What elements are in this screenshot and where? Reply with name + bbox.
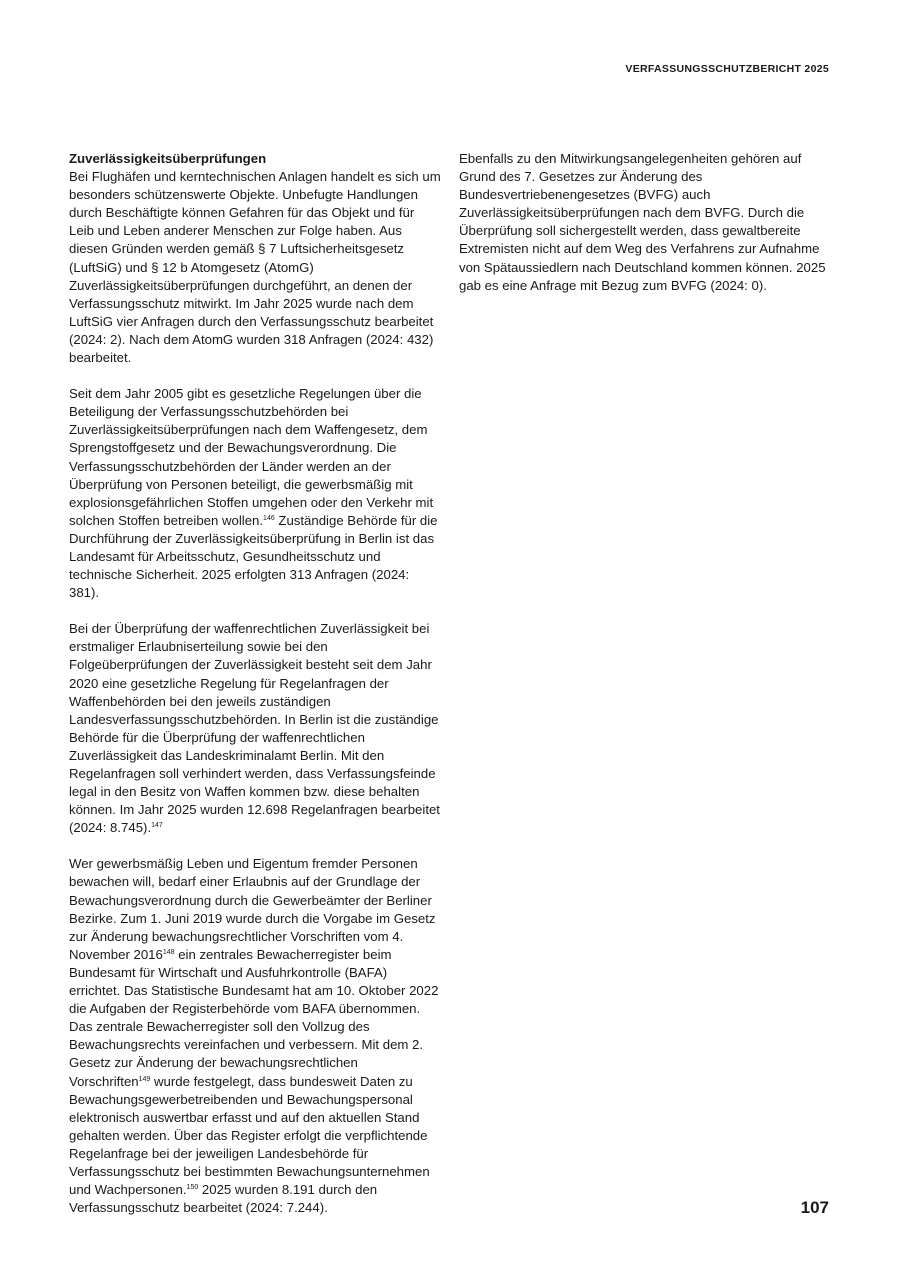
footnote-ref-149[interactable]: 149 [138,1075,151,1083]
paragraph-text: 2025 wurden 8.191 durch den Verfassungsschutz bearbeitet (2024: 7.244). [69,1182,378,1216]
left-column [69,150,441,1217]
paragraph-bewachung [69,855,441,1217]
footnote-ref-148[interactable]: 148 [162,948,175,956]
paragraph-text: Zuständige Behörde für die Durchführung der Zuverlässigkeitsüberprüfung in Berlin ist das Landesamt für Arbeitsschutz, Gesundheitsschutz und technische Sicherheit. 2025 erfolgten 313 Anfragen (2024: 381). [69,512,438,601]
paragraph-text: Wer gewerbsmäßig Leben und Eigentum fremder Personen bewachen will, bedarf einer Erlaubnis auf der Grundlage der Bewachungsverordnung durch die Gewerbeämter der Berliner Bezirke. Zum 1. Juni 2019 wurde durch die Vorgabe im Gesetz zur Änderung bewachungsrechtlicher Vorschriften vom 4. November 2016 [69,856,436,962]
paragraph-waffenrecht [69,620,441,837]
footnote-ref-147[interactable]: 147 [151,822,163,830]
paragraph-text: ein zentrales Bewacherregister beim Bundesamt für Wirtschaft und Ausfuhrkontrolle (BAFA) errichtet. Das Statistische Bundesamt hat am 10. Oktober 2022 die Aufgaben der Registerbehörde vom BAFA übernommen. Das zentrale Bewacherregister soll den Vollzug des Bewachungsrechts vereinfachen und verbessern. Mit dem 2. Gesetz zur Änderung der bewachungsrechtlichen Vorschriften [69,946,439,1089]
page-number: 107 [800,1198,829,1217]
paragraph-text: Bei Flughäfen und kerntechnischen Anlagen handelt es sich um besonders schützenswerte Objekte. Unbefugte Handlungen durch Beschäftigte können Gefahren für das Objekt und für Leib und Leben anderer Menschen zur Folge haben. Aus diesen Gründen werden gemäß § 7 Luftsicherheitsgesetz (LuftSiG) und § 12 b Atomgesetz (AtomG) Zuverlässigkeitsüberprüfungen durchgeführt, an denen der Verfassungsschutz mitwirkt. Im Jahr 2025 wurde nach dem LuftSiG vier Anfragen durch den Verfassungsschutz bearbeitet (2024: 2). Nach dem AtomG wurden 318 Anfragen (2024: 432) bearbeitet. [69,169,441,366]
paragraph-bvfg: Ebenfalls zu den Mitwirkungsangelegenheiten gehören auf Grund des 7. Gesetzes zur Änderung des Bundesvertriebenengesetzes (BVFG) auch Zuverlässigkeitsüberprüfungen nach dem BVFG. Durch die Überprüfung soll sichergestellt werden, dass gewaltbereite Extremisten nicht auf dem Weg des Verfahrens zur Aufnahme von Spätaussiedlern nach Deutschland kommen können. 2025 gab es eine Anfrage mit Bezug zum BVFG (2024: 0). [459,151,826,293]
paragraph-sprengstoff [69,385,441,602]
paragraph-text: Bei der Überprüfung der waffenrechtlichen Zuverlässigkeit bei erstmaliger Erlaubniserteilung sowie bei den Folgeüberprüfungen der Zuverlässigkeit besteht seit dem Jahr 2020 eine gesetzliche Regelung für Regelanfragen der Waffenbehörden bei den jeweils zuständigen Landesverfassungsschutzbehörden. In Berlin ist die zuständige Behörde für die Überprüfung der waffenrechtlichen Zuverlässigkeit das Landeskriminalamt Berlin. Mit den Regelanfragen soll verhindert werden, dass Verfassungsfeinde legal in den Besitz von Waffen kommen bzw. diese behalten können. Im Jahr 2025 wurden 12.698 Regelanfragen bearbeitet (2024: 8.745). [69,621,440,836]
right-column [459,150,829,295]
paragraph-text: Seit dem Jahr 2005 gibt es gesetzliche Regelungen über die Beteiligung der Verfassungsschutzbehörden bei Zuverlässigkeitsüberprüfungen nach dem Waffengesetz, dem Sprengstoffgesetz und der Bewachungsverordnung. Die Verfassungsschutzbehörden der Länder werden an der Überprüfung von Personen beteiligt, die gewerbsmäßig mit explosionsgefährlichen Stoffen umgehen oder den Verkehr mit solchen Stoffen betreiben wollen. [69,386,434,528]
paragraph-zuverlaessigkeit-intro [69,150,441,367]
footnote-ref-150[interactable]: 150 [186,1184,199,1192]
section-heading: Zuverlässigkeitsüberprüfungen [69,151,267,166]
paragraph-text: wurde festgelegt, dass bundesweit Daten zu Bewachungsgewerbetreibenden und Bewachungspersonal elektronisch auswertbar erfasst und auf den aktuellen Stand gehalten werden. Über das Register erfolgt die verpflichtende Regelanfrage bei der jeweiligen Landesbehörde für Verfassungsschutz bei bestimmten Bewachungsunternehmen und Wachpersonen. [69,1073,430,1198]
footnote-ref-146[interactable]: 146 [263,514,275,522]
running-header: VERFASSUNGSSCHUTZBERICHT 2025 [625,63,829,75]
